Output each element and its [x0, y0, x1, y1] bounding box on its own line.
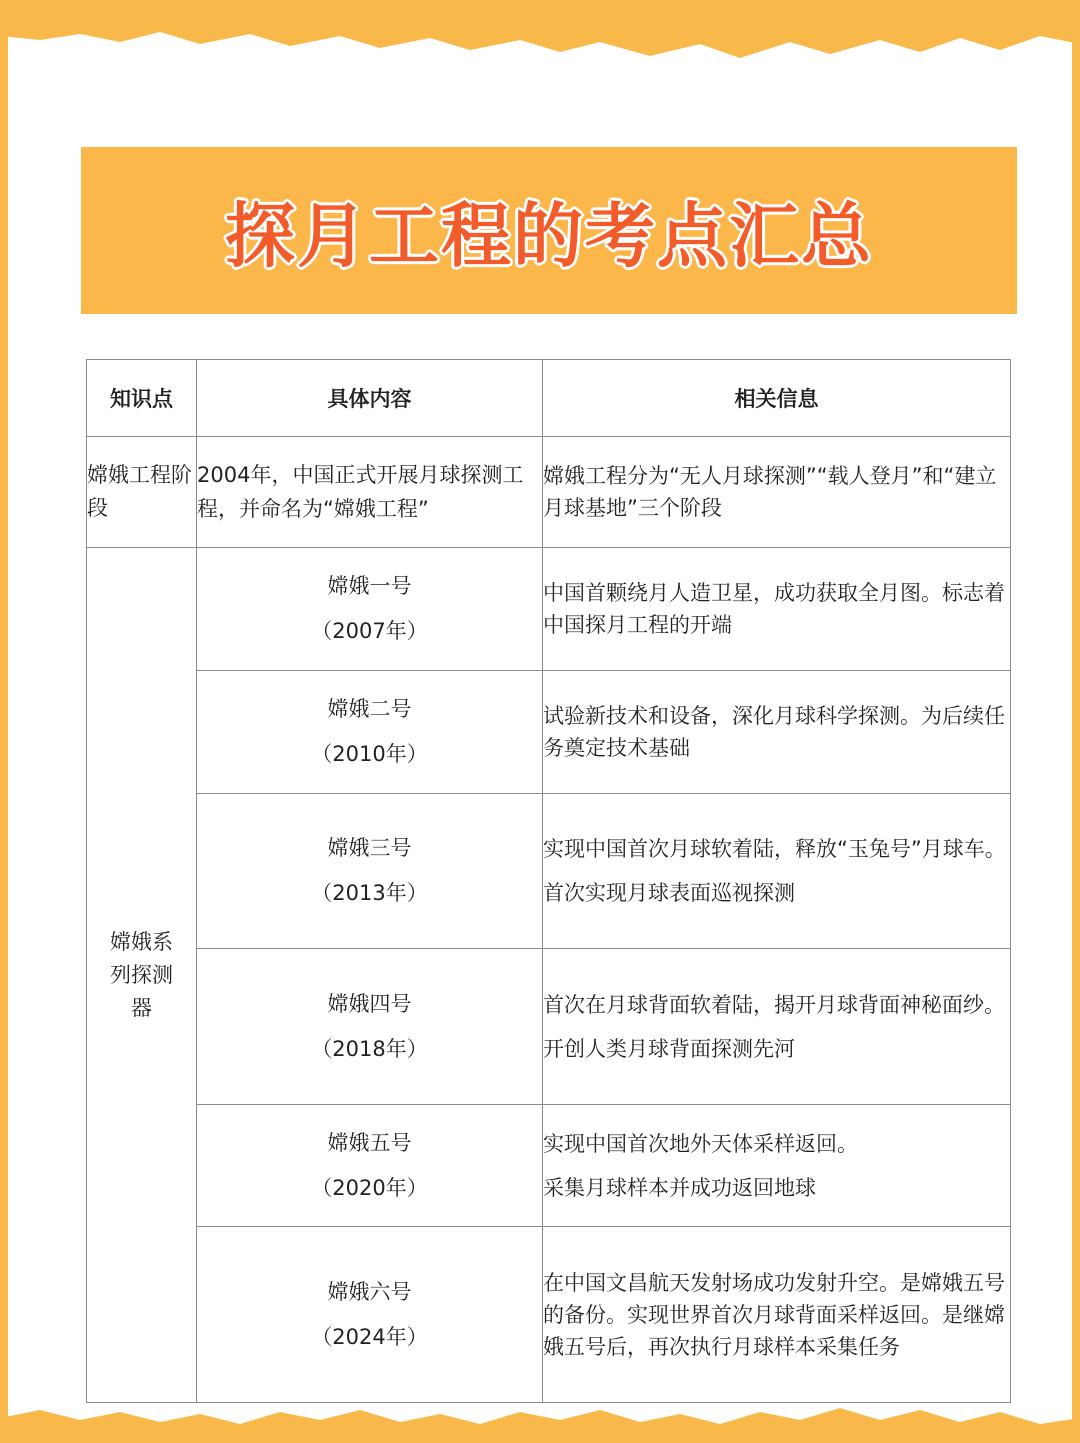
- probe-info-cell: [543, 949, 1011, 1105]
- probe-info-text: 采集月球样本并成功返回地球: [543, 1175, 816, 1200]
- header-related-info: 相关信息: [543, 360, 1011, 437]
- table-row: [87, 548, 1011, 671]
- table-row: [87, 1105, 1011, 1227]
- title-banner: [81, 147, 1017, 314]
- page-title: 探月工程的考点汇总: [225, 195, 873, 277]
- probe-info-text: 首次在月球背面软着陆，揭开月球背面神秘面纱。: [543, 992, 1005, 1017]
- probe-name: 嫦娥五号: [327, 1130, 412, 1155]
- probe-info-cell: [543, 1105, 1011, 1227]
- probe-name: 嫦娥六号: [327, 1279, 412, 1304]
- stage-category-cell: 嫦娥工程阶段: [87, 437, 197, 548]
- probe-name-cell: [197, 548, 543, 671]
- probe-name-cell: [197, 794, 543, 949]
- table-header-row: [87, 360, 1011, 437]
- probe-name-cell: [197, 1227, 543, 1403]
- probe-info-cell: [543, 1227, 1011, 1403]
- torn-paper-top-border: [0, 0, 1080, 70]
- probe-info-text: 首次实现月球表面巡视探测: [543, 881, 795, 905]
- probe-year: （2024年）: [311, 1324, 428, 1349]
- probe-info-text: 在中国文昌航天发射场成功发射升空。是嫦娥五号的备份。实现世界首次月球背面采样返回。是继嫦娥五号后，再次执行月球样本采集任务: [543, 1270, 1005, 1359]
- stage-info-cell: 嫦娥工程分为“无人月球探测”“载人登月”和“建立月球基地”三个阶段: [543, 437, 1011, 548]
- probe-info-cell: [543, 671, 1011, 794]
- torn-paper-bottom-border: [0, 1398, 1080, 1443]
- header-specific-content: 具体内容: [197, 360, 543, 437]
- probe-name-cell: [197, 671, 543, 794]
- probe-name-cell: [197, 949, 543, 1105]
- probe-name-cell: [197, 1105, 543, 1227]
- right-border: [1072, 0, 1080, 1443]
- probe-year: （2018年）: [311, 1036, 428, 1061]
- table-row: [87, 437, 1011, 548]
- table-row: [87, 949, 1011, 1105]
- header-knowledge-point: 知识点: [87, 360, 197, 437]
- probe-year: （2010年）: [311, 742, 428, 766]
- table-row: [87, 1227, 1011, 1403]
- table-row: [87, 671, 1011, 794]
- stage-content-cell: 2004年，中国正式开展月球探测工程，并命名为“嫦娥工程”: [197, 437, 543, 548]
- probe-year: （2013年）: [311, 881, 428, 905]
- probe-info-text: 试验新技术和设备，深化月球科学探测。为后续任务奠定技术基础: [543, 704, 1005, 760]
- probe-year: （2007年）: [311, 619, 428, 643]
- table-row: [87, 794, 1011, 949]
- probe-info-cell: [543, 794, 1011, 949]
- probe-category-cell: 嫦娥系列探测器: [87, 548, 197, 1403]
- probe-year: （2020年）: [311, 1175, 428, 1200]
- probe-info-text: 实现中国首次地外天体采样返回。: [543, 1131, 858, 1156]
- probe-name: 嫦娥二号: [327, 697, 412, 721]
- probe-info-text: 实现中国首次月球软着陆，释放“玉兔号”月球车。: [543, 837, 1006, 861]
- probe-info-text: 中国首颗绕月人造卫星，成功获取全月图。标志着中国探月工程的开端: [543, 581, 1005, 637]
- probe-info-text: 开创人类月球背面探测先河: [543, 1036, 795, 1061]
- probe-name: 嫦娥三号: [327, 836, 412, 860]
- left-border: [0, 0, 8, 1443]
- knowledge-table: [86, 359, 1011, 1403]
- probe-name: 嫦娥一号: [327, 574, 412, 598]
- probe-name: 嫦娥四号: [327, 991, 412, 1016]
- probe-info-cell: [543, 548, 1011, 671]
